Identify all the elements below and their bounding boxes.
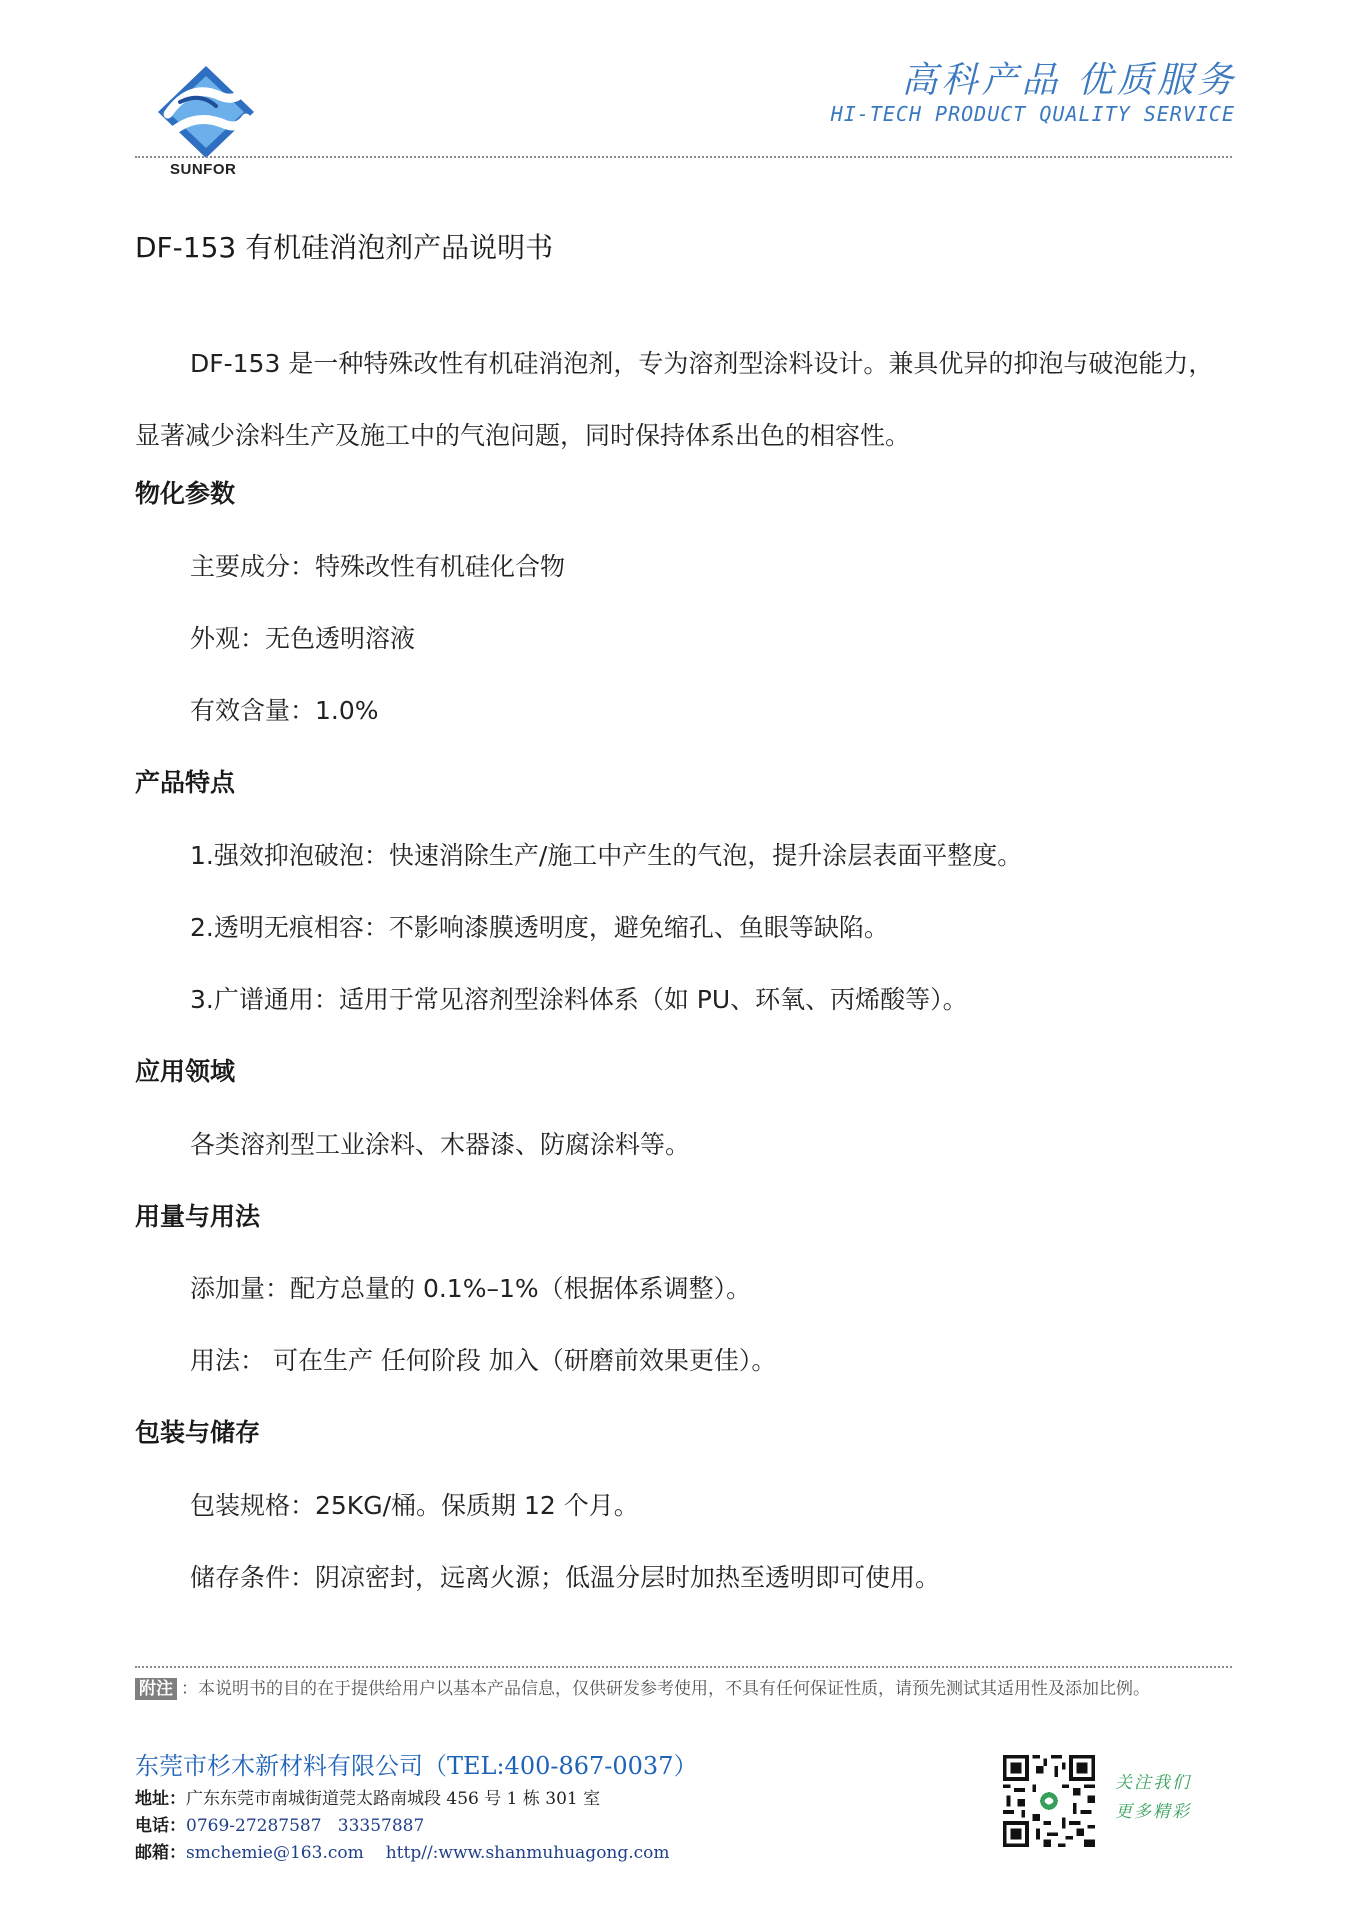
header-divider xyxy=(135,156,1232,158)
property-content: 有效含量：1.0% xyxy=(190,696,379,725)
property-appearance: 外观：无色透明溶液 xyxy=(190,624,416,653)
section-heading-features: 产品特点 xyxy=(135,768,236,797)
phone-text: 0769-27287587 33357887 xyxy=(186,1816,425,1836)
footer-divider xyxy=(135,1666,1232,1668)
follow-us-text: 关注我们 xyxy=(1115,1773,1191,1793)
email-line xyxy=(135,1838,670,1863)
section-heading-dosage: 用量与用法 xyxy=(135,1202,261,1231)
phone-label: 电话： xyxy=(135,1816,186,1836)
company-name: 东莞市杉木新材料有限公司 xyxy=(135,1752,423,1780)
feature-item-3: 3.广谱通用：适用于常见溶剂型涂料体系（如 PU、环氧、丙烯酸等）。 xyxy=(190,985,968,1014)
email-link[interactable]: smchemie@163.com xyxy=(186,1843,364,1863)
feature-item-2: 2.透明无痕相容：不影响漆膜透明度，避免缩孔、鱼眼等缺陷。 xyxy=(190,913,889,942)
address-label: 地址： xyxy=(135,1789,186,1809)
phone-line xyxy=(135,1811,424,1836)
slogan-english: HI-TECH PRODUCT QUALITY SERVICE xyxy=(830,102,1235,126)
application-text: 各类溶剂型工业涂料、木器漆、防腐涂料等。 xyxy=(190,1130,691,1159)
company-line xyxy=(135,1746,697,1781)
disclaimer-note xyxy=(135,1672,1235,1706)
feature-item-1: 1.强效抑泡破泡：快速消除生产/施工中产生的气泡，提升涂层表面平整度。 xyxy=(190,841,1023,870)
more-exciting-text: 更多精彩 xyxy=(1115,1802,1191,1822)
storage-conditions: 储存条件：阴凉密封，远离火源；低温分层时加热至透明即可使用。 xyxy=(190,1563,941,1592)
slogan-chinese: 高科产品 优质服务 xyxy=(901,60,1237,101)
address-line xyxy=(135,1784,600,1809)
brand-name: SUNFOR xyxy=(170,161,237,178)
company-tel: （TEL:400-867-0037） xyxy=(423,1752,698,1780)
section-heading-properties: 物化参数 xyxy=(135,479,236,508)
property-composition: 主要成分：特殊改性有机硅化合物 xyxy=(190,552,566,581)
document-title: DF-153 有机硅消泡剂产品说明书 xyxy=(135,231,554,264)
note-tag: 附注 xyxy=(135,1678,177,1700)
section-heading-packaging: 包装与储存 xyxy=(135,1418,261,1447)
note-text: ：本说明书的目的在于提供给用户以基本产品信息，仅供研发参考使用，不具有任何保证性质，请预先测试其适用性及添加比例。 xyxy=(181,1679,1150,1699)
intro-paragraph: DF-153 是一种特殊改性有机硅消泡剂，专为溶剂型涂料设计。兼具优异的抑泡与破泡能力，显著减少涂料生产及施工中的气泡问题，同时保持体系出色的相容性。 xyxy=(135,349,1214,450)
address-text: 广东东莞市南城街道莞太路南城段 456 号 1 栋 301 室 xyxy=(186,1789,601,1809)
dosage-amount: 添加量：配方总量的 0.1%–1%（根据体系调整）。 xyxy=(190,1274,752,1303)
email-label: 邮箱： xyxy=(135,1843,186,1863)
website-link[interactable]: http//:www.shanmuhuagong.com xyxy=(385,1843,670,1863)
sunfor-logo xyxy=(150,62,262,162)
dosage-usage: 用法： 可在生产 任何阶段 加入（研磨前效果更佳）。 xyxy=(190,1346,777,1375)
packaging-spec: 包装规格：25KG/桶。保质期 12 个月。 xyxy=(190,1491,639,1520)
qr-code-icon xyxy=(1003,1755,1095,1847)
section-heading-applications: 应用领域 xyxy=(135,1057,236,1086)
